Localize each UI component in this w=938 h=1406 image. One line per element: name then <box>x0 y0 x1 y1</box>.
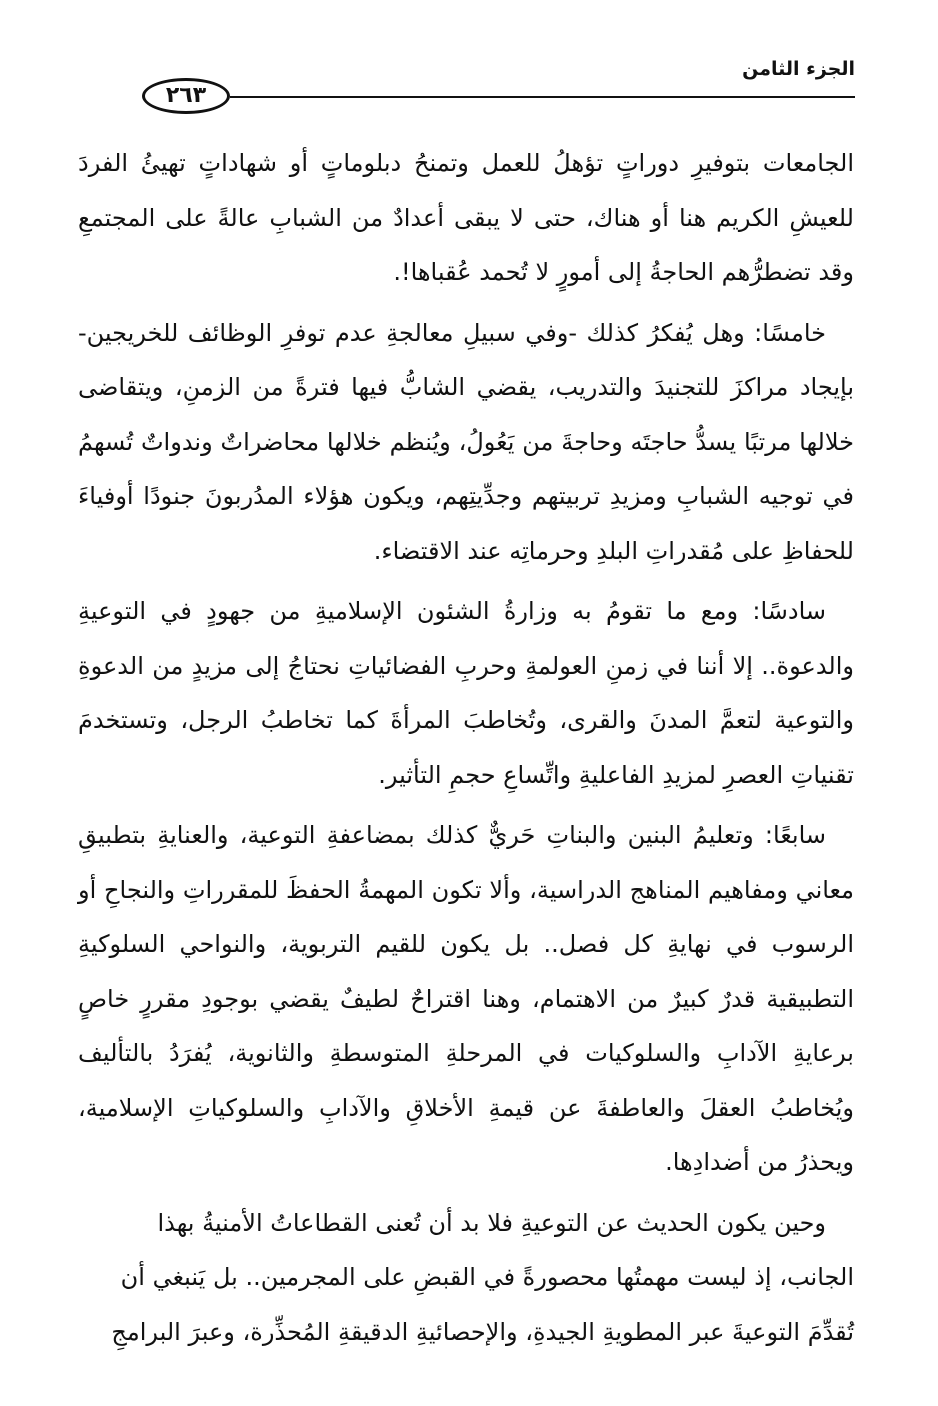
part-title: الجزء الثامن <box>742 58 855 80</box>
paragraph-1: الجامعات بتوفيرِ دوراتٍ تؤهلُ للعمل وتمنحُ دبلوماتٍ أو شهاداتٍ تهيئُ الفردَ للعيشِ الكريم هنا أو هناك، حتى لا يبقى أعدادٌ من الشبابِ عالةً على المجتمعِ وقد تضطرُّهم الحاجةُ إلى أمورٍ لا تُحمد عُقباها!. <box>78 149 854 286</box>
paragraph-2: خامسًا: وهل يُفكرُ كذلك -وفي سبيلِ معالجةِ عدم توفرِ الوظائف للخريجين- بإيجاد مراكزَ للتجنيدَ والتدريب، يقضي الشابُّ فيها فترةً من الزمنِ، ويتقاضى خلالها مرتبًا يسدُّ حاجتَه وحاجةَ من يَعُولُ، ويُنظم خلالها محاضراتٌ وندواتٌ تُسهمُ في توجيه الشبابِ ومزيدِ تربيتهم وجدِّيتِهم، ويكون هؤلاء المدُربونَ جنودًا أوفياءَ للحفاظِ على مُقدراتِ البلدِ وحرماتِه عند الاقتضاء. <box>78 318 854 565</box>
paragraph-4: سابعًا: وتعليمُ البنين والبناتِ حَريٌّ كذلك بمضاعفةِ التوعية، والعنايةِ بتطبيقِ معاني ومفاهيم المناهج الدراسية، وألا تكون المهمةُ الحفظَ للمقرراتِ والنجاحِ أو الرسوب في نهايةِ كل فصل.. بل يكون للقيم التربوية، والنواحي السلوكيةِ التطبيقية قدرٌ كبيرٌ من الاهتمام، وهنا اقتراحٌ لطيفٌ يقضي بوجودِ مقررٍ خاصٍ برعايةِ الآدابِ والسلوكيات في المرحلةِ المتوسطةِ والثانوية، يُفرَدُ بالتأليف ويُخاطبُ العقلَ والعاطفةَ عن قيمةِ الأخلاقِ والآدابِ والسلوكياتِ الإسلامية، ويحذرُ من أضدادِها. <box>78 821 854 1176</box>
page-header <box>80 52 855 112</box>
paragraph-5: وحين يكون الحديث عن التوعيةِ فلا بد أن تُعنى القطاعاتُ الأمنيةُ بهذا الجانب، إذ ليست مهمتُها محصورةً في القبضِ على المجرمين.. بل يَنبغي أن تُقدِّمَ التوعيةَ عبر المطويةِ الجيدةِ، والإحصائيةِ الدقيقةِ المُحذِّرة، وعبرَ البرامجِ <box>111 1208 854 1346</box>
header-rule <box>230 96 855 98</box>
paragraph-3: سادسًا: ومع ما تقومُ به وزارةُ الشئون الإسلاميةِ من جهودٍ في التوعيةِ والدعوة.. إلا أننا في زمنِ العولمةِ وحربِ الفضائياتِ نحتاجُ إلى مزيدٍ من الدعوةِ والتوعية لتعمَّ المدنَ والقرى، وتُخاطبَ المرأةَ كما تخاطبُ الرجل، وتستخدمَ تقنياتِ العصرِ لمزيدِ الفاعليةِ واتِّساعِ حجمِ التأثير. <box>78 597 854 789</box>
body-text <box>78 136 854 1359</box>
page-number: ٢٦٣ <box>142 78 230 114</box>
